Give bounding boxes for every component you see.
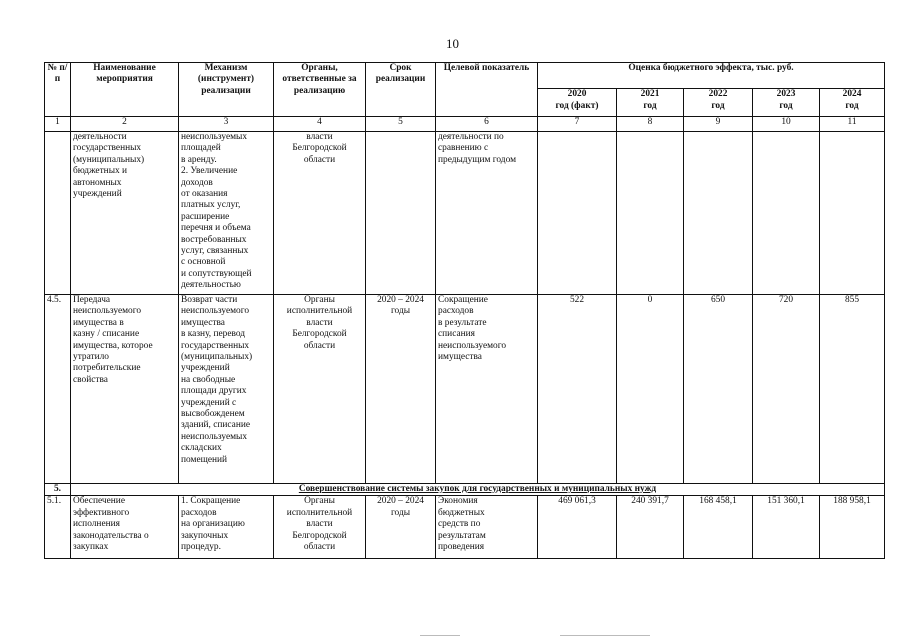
header-year-sub: год (факт) — [555, 100, 599, 111]
text-line: перечня и объема — [181, 223, 251, 234]
text-line: площадей — [181, 143, 221, 154]
column-number: 1 — [45, 117, 71, 132]
text-line: проведения — [438, 542, 485, 553]
row-term: 2020 – 2024 годы — [366, 496, 436, 559]
text-line: от оказания — [181, 189, 228, 200]
row-num — [45, 132, 71, 295]
header-year-sub: год — [779, 100, 793, 111]
text-line: законодательства о — [73, 530, 149, 541]
text-line: деятельностью — [181, 280, 241, 291]
text-line: услуг, связанных — [181, 246, 249, 257]
text-line: имущества — [438, 352, 482, 363]
text-line: неиспользуемого — [73, 306, 142, 317]
text-line: области — [303, 542, 336, 553]
text-line: области — [303, 154, 336, 165]
row-num: 5.1. — [45, 496, 71, 559]
text-line: Органы — [304, 496, 335, 507]
header-year-2024 — [820, 89, 885, 117]
row-name — [71, 295, 179, 484]
text-line: Сокращение — [438, 295, 488, 305]
header-budget-effect: Оценка бюджетного эффекта, тыс. руб. — [538, 63, 885, 89]
text-line: закупках — [73, 542, 109, 553]
text-line: Обеспечение — [73, 496, 125, 507]
row-value-2024: 188 958,1 — [820, 496, 885, 559]
text-line: исполнительной — [286, 507, 353, 518]
text-line: исполнения — [73, 519, 120, 530]
text-line: Белгородской — [292, 329, 347, 340]
header-year-2020 — [538, 89, 617, 117]
row-value-2023: 720 — [753, 295, 820, 484]
text-line: в казну, перевод — [181, 329, 246, 340]
budget-effect-table — [44, 62, 885, 559]
text-line: 2. Увеличение — [181, 166, 238, 177]
row-value-2021: 0 — [617, 295, 684, 484]
header-row — [45, 63, 885, 89]
text-line: результатам — [438, 530, 486, 541]
row-value-2020 — [538, 132, 617, 295]
text-line: неиспользуемых — [181, 132, 248, 142]
text-line: платных услуг, — [181, 200, 241, 211]
row-value-2021 — [617, 132, 684, 295]
text-line: неиспользуемых — [181, 431, 248, 442]
row-value-2020: 522 — [538, 295, 617, 484]
text-line: имущества, которое — [73, 340, 153, 351]
text-line: помещений — [181, 454, 228, 465]
row-mechanism — [179, 132, 274, 295]
text-line: закупочных — [181, 530, 229, 541]
header-year-sub: год — [845, 100, 859, 111]
table-row — [45, 496, 885, 559]
row-target — [436, 496, 538, 559]
column-number: 2 — [71, 117, 179, 132]
text-line: утратило — [73, 352, 109, 363]
section-num: 5. — [45, 484, 71, 496]
text-line: эффективного — [73, 507, 130, 518]
text-line: Органы — [304, 295, 335, 305]
header-year-sub: год — [711, 100, 725, 111]
text-line: площади других — [181, 386, 247, 397]
row-organs — [274, 295, 366, 484]
text-line: имущества в — [73, 317, 124, 328]
text-line: на организацию — [181, 519, 245, 530]
row-name — [71, 132, 179, 295]
scan-artifact-line — [560, 635, 650, 636]
text-line: складских — [181, 443, 222, 454]
text-line: учреждений с — [181, 397, 237, 408]
text-line: неиспользуемого — [181, 306, 250, 317]
text-line: государственных — [73, 143, 142, 154]
header-year-2022 — [684, 89, 753, 117]
row-value-2024: 855 — [820, 295, 885, 484]
row-term — [366, 132, 436, 295]
row-organs — [274, 496, 366, 559]
text-line: Белгородской — [292, 530, 347, 541]
column-number: 3 — [179, 117, 274, 132]
text-line: средств по — [438, 519, 481, 530]
text-line: расходов — [181, 507, 217, 518]
text-line: власти — [306, 132, 333, 142]
text-line: казну / списание — [73, 329, 140, 340]
text-line: расширение — [181, 211, 230, 222]
text-line: бюджетных и — [73, 166, 128, 177]
text-line: Экономия — [438, 496, 478, 507]
column-number: 9 — [684, 117, 753, 132]
header-organs: Органы, ответственные за реализацию — [274, 63, 366, 117]
section-row — [45, 484, 885, 496]
text-line: области — [303, 340, 336, 351]
header-year-label: 2023 — [776, 89, 796, 100]
text-line: имущества — [181, 317, 225, 328]
text-line: Возврат части — [181, 295, 238, 305]
column-number: 6 — [436, 117, 538, 132]
row-value-2021: 240 391,7 — [617, 496, 684, 559]
text-line: зданий, списание — [181, 420, 251, 431]
text-line: предыдущим годом — [438, 154, 517, 165]
text-line: государственных — [181, 340, 250, 351]
scan-artifact-line — [420, 635, 460, 636]
column-number: 10 — [753, 117, 820, 132]
text-line: в аренду. — [181, 154, 217, 165]
table-row — [45, 132, 885, 295]
text-line: деятельности по — [438, 132, 504, 142]
column-number: 7 — [538, 117, 617, 132]
row-term: 2020 – 2024 годы — [366, 295, 436, 484]
column-number-row — [45, 117, 885, 132]
row-value-2023: 151 360,1 — [753, 496, 820, 559]
header-year-label: 2021 — [640, 89, 660, 100]
text-line: в результате — [438, 317, 487, 328]
text-line: учреждений — [73, 189, 122, 200]
column-number: 8 — [617, 117, 684, 132]
column-number: 11 — [820, 117, 885, 132]
text-line: востребованных — [181, 234, 247, 245]
text-line: (муниципальных) — [73, 154, 145, 165]
page-number: 10 — [446, 36, 459, 51]
row-target — [436, 132, 538, 295]
table-row — [45, 295, 885, 484]
row-num: 4.5. — [45, 295, 71, 484]
header-mechanism: Механизм (инструмент) реализации — [179, 63, 274, 117]
section-title: Совершенствование системы закупок для государственных и муниципальных нужд — [71, 484, 885, 496]
text-line: свойства — [73, 374, 108, 385]
row-target — [436, 295, 538, 484]
text-line: исполнительной — [286, 306, 353, 317]
text-line: доходов — [181, 177, 213, 188]
row-value-2022: 168 458,1 — [684, 496, 753, 559]
row-organs — [274, 132, 366, 295]
row-value-2022: 650 — [684, 295, 753, 484]
header-term: Срок реализации — [366, 63, 436, 117]
header-year-label: 2022 — [708, 89, 728, 100]
row-value-2020: 469 061,3 — [538, 496, 617, 559]
text-line: власти — [306, 317, 333, 328]
column-number: 4 — [274, 117, 366, 132]
text-line: Передача — [73, 295, 111, 305]
text-line: деятельности — [73, 132, 127, 142]
text-line: (муниципальных) — [181, 352, 253, 363]
text-line: неиспользуемого — [438, 340, 507, 351]
row-name — [71, 496, 179, 559]
header-target: Целевой показатель — [436, 63, 538, 117]
header-year-2023 — [753, 89, 820, 117]
header-name: Наименование мероприятия — [71, 63, 179, 117]
text-line: 1. Сокращение — [181, 496, 241, 507]
text-line: автономных — [73, 177, 122, 188]
header-year-label: 2024 — [842, 89, 862, 100]
text-line: Белгородской — [292, 143, 347, 154]
row-mechanism — [179, 496, 274, 559]
text-line: и сопутствующей — [181, 268, 252, 279]
text-line: расходов — [438, 306, 474, 317]
header-year-2021 — [617, 89, 684, 117]
text-line: бюджетных — [438, 507, 485, 518]
text-line: сравнению с — [438, 143, 489, 154]
row-value-2023 — [753, 132, 820, 295]
header-year-sub: год — [643, 100, 657, 111]
text-line: с основной — [181, 257, 226, 268]
text-line: высвобожденем — [181, 409, 245, 420]
text-line: потребительские — [73, 363, 141, 374]
text-line: списания — [438, 329, 475, 340]
text-line: на свободные — [181, 374, 236, 385]
row-value-2024 — [820, 132, 885, 295]
text-line: власти — [306, 519, 333, 530]
row-mechanism — [179, 295, 274, 484]
header-year-label: 2020 — [567, 89, 587, 100]
header-num: № п/п — [45, 63, 71, 117]
row-value-2022 — [684, 132, 753, 295]
column-number: 5 — [366, 117, 436, 132]
text-line: учреждений — [181, 363, 230, 374]
text-line: процедур. — [181, 542, 221, 553]
